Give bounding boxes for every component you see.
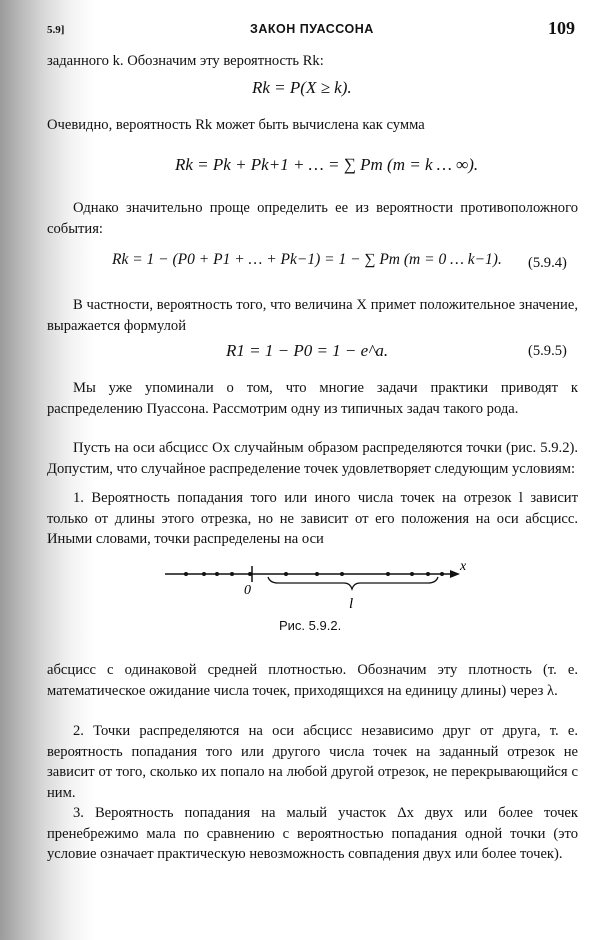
- paragraph-1: заданного k. Обозначим эту вероятность Rk:: [47, 53, 324, 69]
- point: [315, 572, 319, 576]
- point: [202, 572, 206, 576]
- figure-caption: Рис. 5.9.2.: [279, 618, 342, 633]
- point: [340, 572, 344, 576]
- section-number: 5.9]: [47, 24, 65, 36]
- equation-number-5-9-4: (5.9.4): [528, 255, 567, 271]
- origin-label: 0: [244, 583, 251, 598]
- paragraph-7: 1. Вероятность попадания того или иного числа точек на отрезок l зависит только от длины этого отрезка, но не зависит от его положения на оси абсцисс. Иными словами, точки распределены на оси: [47, 490, 578, 548]
- paragraph-8: абсцисс с одинаковой средней плотностью. Обозначим эту плотность (т. е. математическое ожидание числа точек, приходящихся на единицу длины) через λ.: [47, 662, 578, 699]
- point: [386, 572, 390, 576]
- point: [184, 572, 188, 576]
- point: [410, 572, 414, 576]
- point: [230, 572, 234, 576]
- paragraph-2: Очевидно, вероятность Rk может быть вычислена как сумма: [47, 117, 425, 133]
- point: [426, 572, 430, 576]
- point: [215, 572, 219, 576]
- formula-r-k-definition: Rk = P(X ≥ k).: [252, 78, 352, 97]
- formula-complement: Rk = 1 − (P0 + P1 + … + Pk−1) = 1 − ∑ Pm (m = 0 … k−1).: [112, 251, 502, 268]
- point: [440, 572, 444, 576]
- segment-brace: [268, 577, 438, 589]
- page-number: 109: [548, 18, 575, 38]
- paragraph-6: Пусть на оси абсцисс Ox случайным образом распределяются точки (рис. 5.9.2). Допустим, что случайное распределение точек удовлетворяет следующим условиям:: [47, 440, 578, 477]
- paragraph-5: Мы уже упоминали о том, что многие задачи практики приводят к распределению Пуассона. Рассмотрим одну из типичных задач такого рода.: [47, 380, 578, 417]
- running-title: ЗАКОН ПУАССОНА: [250, 22, 374, 36]
- axis-label: x: [460, 559, 467, 574]
- equation-number-5-9-5: (5.9.5): [528, 343, 567, 359]
- formula-sum-from-k: Rk = Pk + Pk+1 + … = ∑ Pm (m = k … ∞).: [175, 155, 479, 174]
- paragraph-4: В частности, вероятность того, что величина X примет положительное значение, выражается формулой: [47, 297, 578, 334]
- figure-points-on-axis: [160, 558, 480, 618]
- axis-arrow-icon: [450, 570, 460, 578]
- formula-r1: R1 = 1 − P0 = 1 − e^a.: [226, 341, 389, 360]
- paragraph-10: 3. Вероятность попадания на малый участок Δx двух или более точек пренебрежимо мала по сравнению с вероятностью попадания одной точки (это условие означает практическую невозможность совпадения двух или более точек).: [47, 805, 578, 863]
- segment-label: l: [349, 596, 354, 612]
- page-header: [0, 18, 610, 42]
- point: [284, 572, 288, 576]
- paragraph-3: Однако значительно проще определить ее из вероятности противоположного события:: [47, 200, 578, 237]
- paragraph-9: 2. Точки распределяются на оси абсцисс независимо друг от друга, т. е. вероятность попадания того или другого числа точек на заданный отрезок не зависит от того, сколько их попало на любой другой отрезок, не перекрывающийся с ним.: [47, 723, 578, 801]
